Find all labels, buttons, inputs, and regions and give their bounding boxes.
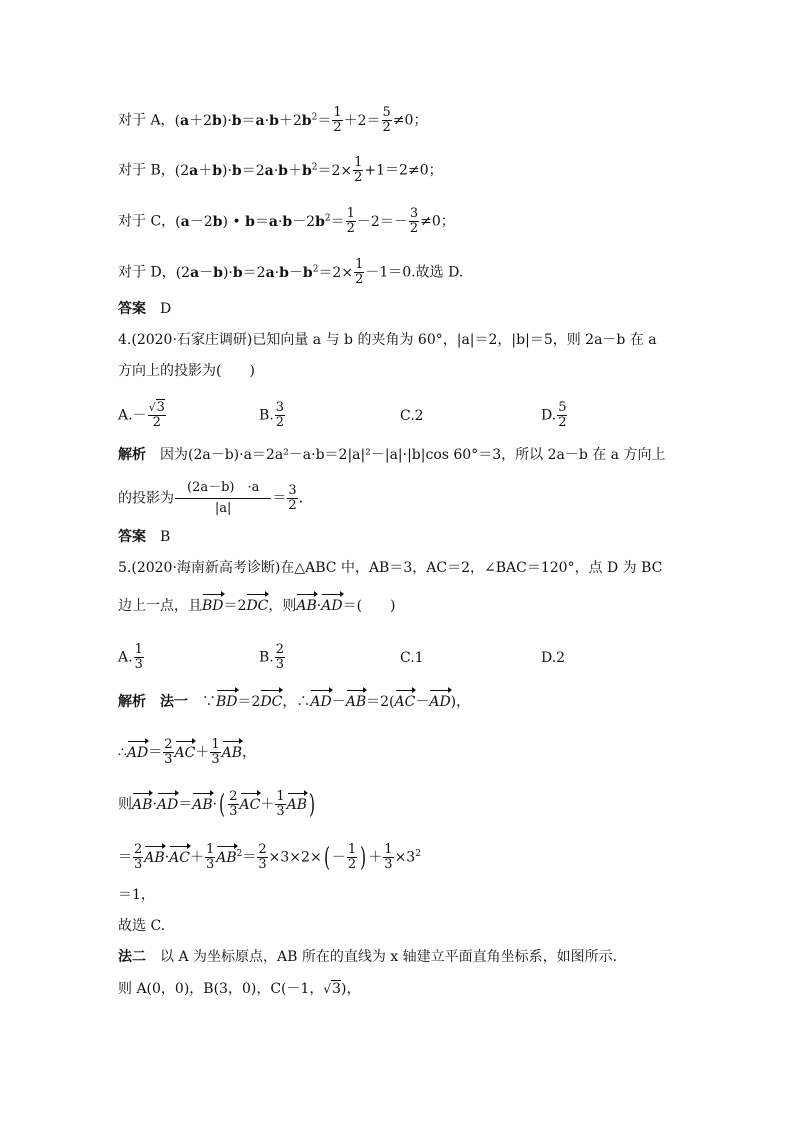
q4-stem-line1: 4.(2020·石家庄调研)已知向量 a 与 b 的夹角为 60°，|a|＝2，|b|＝5，则 2a－b 在 a [118, 332, 657, 348]
answer-label: 答案 [118, 529, 146, 545]
case-d-expr: $(2a-b)\cdot b=2a\cdot b-b^2=2\times$ $\frac{1}{2}$ [175, 257, 364, 287]
q5-stem-line2: 边上一点，且BD＝2DC，则AB·AD＝( ) [118, 598, 396, 614]
q4-option-b: B. $\frac{3}{2}$ [259, 400, 285, 430]
q5-option-a: A. $\frac{1}{3}$ [118, 642, 143, 672]
q5-option-d: D.2 [541, 649, 566, 666]
q4-option-c: C.2 [400, 407, 424, 424]
answer-value: B [160, 529, 171, 545]
case-a-expr: $(a+2b)\cdot b=a\cdot b+2b^2=$ $\frac{1}{2}$ ＋2＝ $\frac{5}{2}$ [174, 105, 391, 135]
solution-label: 解析 [118, 694, 146, 710]
sol4-text: 因为(2a－b)·a＝2a²－a·b＝2|a|²－|a|·|b|cos 60°＝3，所以 2a－b 在 a 方向上 [160, 447, 666, 463]
answer-value: D [160, 301, 172, 317]
sol5-line1: 解析 法一 ∵BD＝2DC，∴AD－AB＝2(AC－AD)， [118, 694, 471, 710]
q5-option-c: C.1 [400, 649, 424, 666]
q4-options [118, 401, 682, 430]
sol5-line4: ＝ $\frac{2}{3}$ AB·AC＋ $\frac{1}{3}$ $AB^2=$ $\frac{2}{3}$ ×3×2×( － $\frac{1}{2}$ ) ＋ $\frac{1}{3}$ $\times 3^2$ [118, 842, 421, 873]
line-case-c [118, 207, 455, 236]
case-c-expr: (a－2b) • $b=a\cdot b-2b^2=$ $\frac{1}{2}$ －2＝－ $\frac{3}{2}$ [175, 206, 419, 236]
solution-label: 解析 [118, 447, 146, 463]
projection-fraction: $\frac{(2a-b) \cdot a}{|a|}$ [175, 478, 271, 519]
answer-q3 [118, 299, 171, 319]
case-b-prefix: 对于 B， [118, 162, 175, 179]
sol4-line1 [118, 445, 665, 465]
case-a-prefix: 对于 A， [118, 112, 175, 129]
answer-q4 [118, 527, 170, 547]
line-case-d [118, 258, 463, 287]
sol5-method2-line1: 法二 以 A 为坐标原点，AB 所在的直线为 x 轴建立平面直角坐标系，如图所示. [118, 949, 618, 965]
sol4-line2: 的投影为 $\frac{(2a-b) \cdot a}{|a|}$ ＝ $\frac{3}{2}$ . [118, 478, 303, 519]
case-d-tail: －1＝0.故选 D. [365, 264, 464, 281]
case-c-tail: ≠0； [420, 213, 455, 230]
case-c-prefix: 对于 C， [118, 213, 176, 230]
sol5-method2-line2: 则 A(0，0)，B(3，0)，C(－1，√3)， [118, 981, 361, 997]
line-case-b [118, 156, 443, 185]
q5-options [118, 643, 682, 672]
line-case-a [118, 106, 427, 135]
sol5-choose: 故选 C. [118, 918, 166, 934]
case-d-prefix: 对于 D， [118, 264, 176, 281]
case-b-expr: $(2a+b)\cdot b=2a\cdot b+b^2=2\times$ $\frac{1}{2}$ [174, 155, 363, 185]
q4-option-d: D. $\frac{5}{2}$ [541, 400, 567, 430]
q5-stem-line1: 5.(2020·海南新高考诊断)在△ABC 中，AB＝3，AC＝2，∠BAC＝120°，点 D 为 BC [118, 560, 663, 576]
case-a-tail: ≠0； [392, 112, 428, 129]
answer-label: 答案 [118, 301, 146, 317]
q5-option-b: B. $\frac{2}{3}$ [259, 642, 285, 672]
case-b-tail: +1＝2≠0； [364, 162, 443, 179]
method-two-label: 法二 [118, 949, 146, 965]
q4-stem-line2: 方向上的投影为( ) [118, 363, 255, 379]
method-one-label: 法一 [160, 694, 188, 710]
sol5-line3: 则AB·AD＝AB·( $\frac{2}{3}$ AC＋ $\frac{1}{3}$ AB) [118, 789, 316, 820]
q4-option-a: A.－ $\frac{√3}{2}$ [118, 400, 165, 430]
sol5-line2: ∴AD＝ $\frac{2}{3}$ AC＋ $\frac{1}{3}$ AB， [118, 737, 257, 767]
sol5-result: ＝1， [118, 887, 155, 903]
